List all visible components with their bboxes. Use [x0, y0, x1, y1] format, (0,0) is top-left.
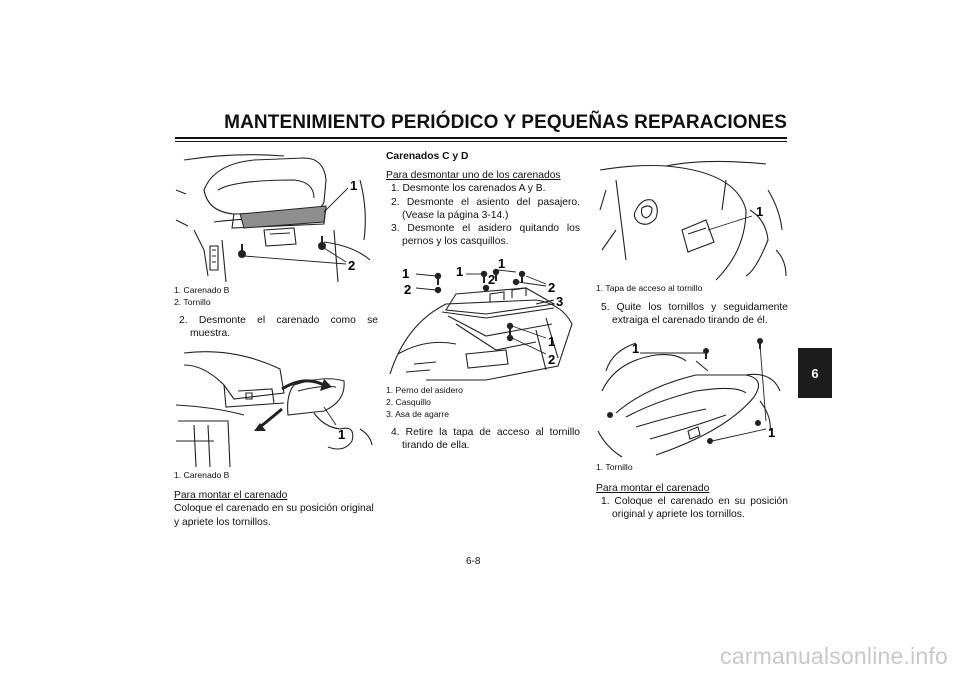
illustration-fairing-b-screws [174, 150, 374, 284]
callout-1: 1 [756, 204, 764, 219]
column-right [596, 150, 788, 521]
chapter-number: 6 [811, 365, 819, 381]
callout-2: 2 [488, 272, 496, 288]
callout-1: 1 [768, 425, 776, 440]
header-rule [175, 137, 787, 139]
section-heading: Carenados C y D [386, 151, 469, 162]
step-text: 2. Desmonte el asiento del pasajero. (Vease la página 3-14.) [391, 196, 580, 221]
screw-markers [238, 236, 326, 258]
page-title: MANTENIMIENTO PERIÓDICO Y PEQUEÑAS REPARACIONES [224, 112, 787, 133]
callout-1: 1 [456, 264, 464, 280]
watermark: carmanualsonline.info [720, 643, 948, 669]
step-text: 1. Coloque el carenado en su posición original y apriete los tornillos. [601, 495, 788, 520]
callout-2: 2 [548, 352, 556, 368]
callout-2: 2 [348, 258, 356, 273]
section-heading-mount: Para montar el carenado [596, 482, 710, 494]
figure-caption [174, 470, 378, 482]
subsection-heading: Para desmontar uno de los carenados [386, 170, 561, 182]
page-number: 6-8 [466, 556, 481, 567]
caption-item: 2. Tornillo [174, 296, 211, 307]
callout-1: 1 [338, 426, 346, 442]
caption-item: 1. Carenado B [174, 285, 230, 295]
callout-1: 1 [548, 334, 556, 350]
chapter-tab [798, 348, 832, 398]
caption-item: 1. Tapa de acceso al tornillo [596, 283, 703, 293]
callout-3: 3 [556, 294, 564, 310]
illustration-grab-bar [386, 254, 580, 384]
callout-1: 1 [350, 178, 358, 193]
caption-item: 1. Tornillo [596, 462, 633, 472]
figure-caption [174, 285, 378, 308]
callout-2: 2 [548, 280, 556, 296]
illustration-fairing-screws [596, 331, 788, 461]
illustration-fairing-b-removal [174, 345, 374, 469]
callout-2: 2 [404, 282, 412, 298]
paragraph: Coloque el carenado en su posición original y apriete los tornillos. [174, 503, 374, 528]
step-text: 2. Desmonte el carenado como se muestra. [179, 315, 378, 340]
callout-1: 1 [632, 341, 640, 356]
figure-caption [596, 462, 788, 474]
step-text: 4. Retire la tapa de acceso al tornillo tirando de ella. [391, 427, 580, 452]
section-heading-mount: Para montar el carenado [174, 490, 288, 502]
arrow-down [260, 409, 282, 427]
figure-caption [596, 283, 788, 295]
arrow-up [282, 380, 324, 388]
step-text: 5. Quite los tornillos y seguidamente extraiga el carenado tirando de él. [601, 301, 788, 326]
column-left [174, 150, 378, 529]
callout-1: 1 [402, 266, 410, 282]
callout-1: 1 [498, 256, 506, 272]
caption-item: 2. Casquillo [386, 397, 431, 408]
bolt-markers [435, 269, 525, 341]
step-text: 1. Desmonte los carenados A y B. [391, 183, 546, 195]
caption-item: 1. Perno del asidero [386, 385, 463, 396]
column-middle [386, 150, 580, 453]
illustration-screw-access-cover [596, 150, 788, 282]
step-text: 3. Desmonte el asidero quitando los pernos y los casquillos. [391, 223, 580, 248]
figure-caption [386, 385, 580, 420]
header-rule-thin [175, 141, 787, 142]
caption-item: 3. Asa de agarre [386, 408, 450, 419]
caption-item: 1. Carenado B [174, 469, 230, 480]
